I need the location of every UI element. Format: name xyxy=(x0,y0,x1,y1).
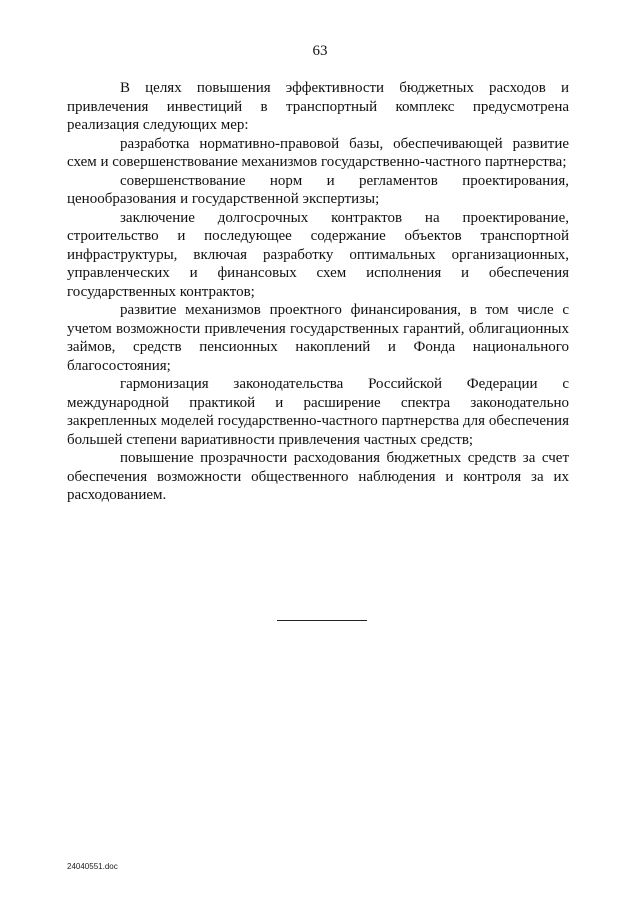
paragraph-design-norms: совершенствование норм и регламентов проектирования, ценообразования и государственной экспертизы; xyxy=(67,172,569,207)
file-code: 24040551.doc xyxy=(67,862,118,871)
paragraph-long-term-contracts: заключение долгосрочных контрактов на проектирование, строительство и последующее содержание объектов транспортной инфраструктуры, включая разработку оптимальных организационных, управленческих и финансовых схем исполнения и обеспечения государственных контрактов; xyxy=(67,209,569,300)
paragraph-transparency: повышение прозрачности расходования бюджетных средств за счет обеспечения возможности общественного наблюдения и контроля за их расходованием. xyxy=(67,450,569,503)
paragraph-project-financing: развитие механизмов проектного финансирования, в том числе с учетом возможности привлечения государственных гарантий, облигационных займов, средств пенсионных накоплений и Фонда национального благосостояния; xyxy=(67,302,569,374)
paragraph-legal-framework: разработка нормативно-правовой базы, обеспечивающей развитие схем и совершенствование механизмов государственно-частного партнерства; xyxy=(67,135,569,170)
document-body xyxy=(67,79,569,505)
paragraph-legislation-harmonization: гармонизация законодательства Российской Федерации с международной практикой и расширение спектра законодательно закрепленных моделей государственно-частного партнерства для обеспечения большей степени вариативности привлечения частных средств; xyxy=(67,376,569,448)
paragraph-intro: В целях повышения эффективности бюджетных расходов и привлечения инвестиций в транспортный комплекс предусмотрена реализация следующих мер: xyxy=(67,80,569,133)
section-divider xyxy=(277,620,367,621)
page-number: 63 xyxy=(312,43,328,59)
